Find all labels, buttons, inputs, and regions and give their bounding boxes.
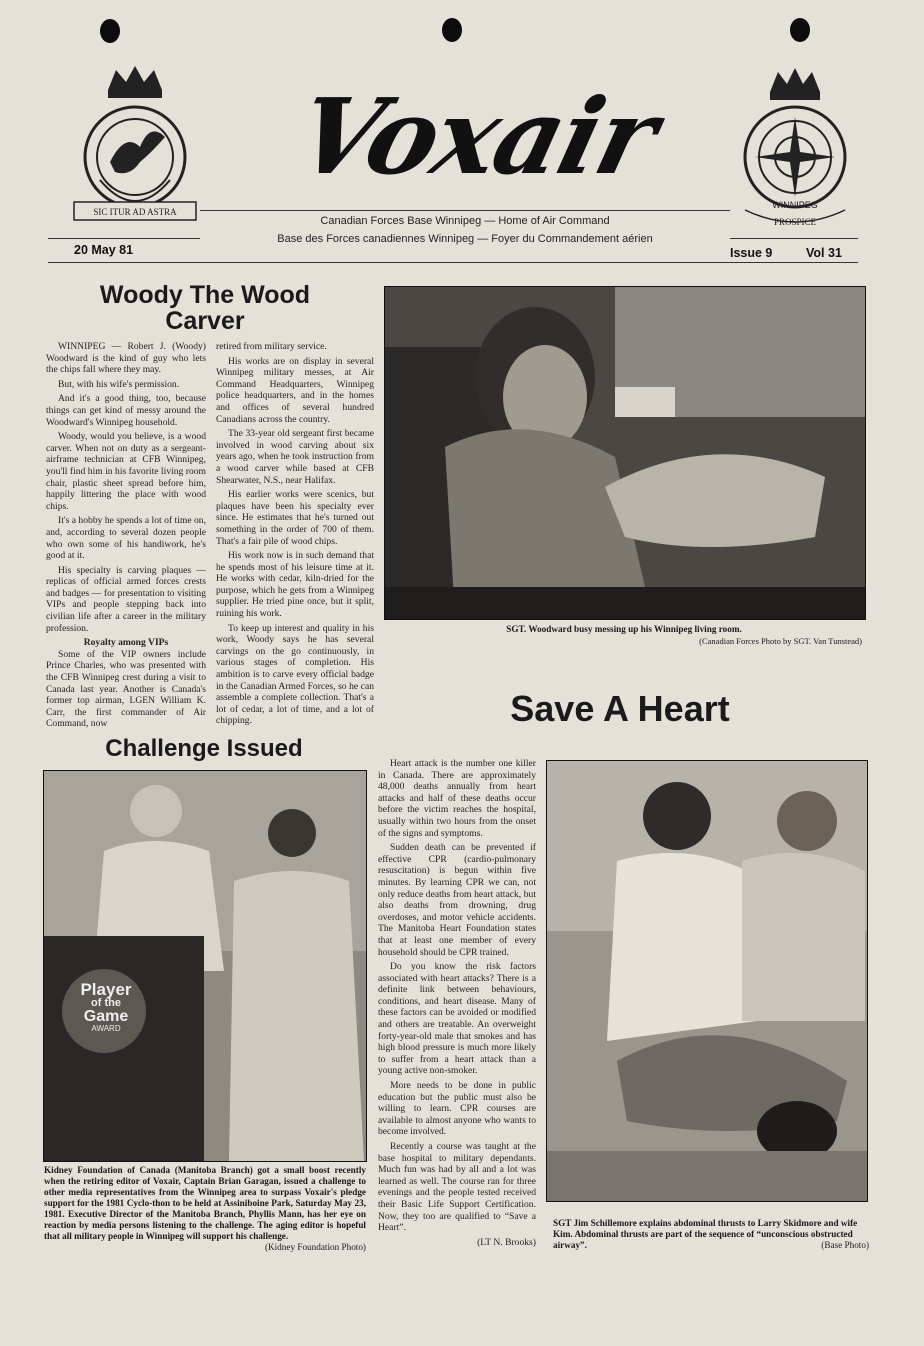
paragraph: More needs to be done in public education but the public must also be willing to learn. CPR courses are available to almost anyone who wants to become involved.	[378, 1080, 536, 1138]
paragraph: His work now is in such demand that he spends most of his leisure time at it. He works with cedar, kiln-dried for the purpose, which he gets from a Winnipeg supplier. He tried pine once, but it split, ruining his work.	[216, 550, 374, 620]
woody-headline: Woody The Wood Carver	[99, 281, 311, 336]
paragraph: Do you know the risk factors associated with heart attacks? There is a definite link between behaviours, conditions, and heart disease. Many of these factors can be avoided or modified and others are treatable. An overweight forty-year-old male that smokes and has high blood pressure is much more likely to suffer from a heart attack than a young active non-smoker.	[378, 961, 536, 1077]
challenge-caption	[44, 1165, 366, 1253]
air-command-crest-icon	[70, 62, 200, 228]
punch-hole	[100, 19, 120, 43]
paragraph: His specialty is carving plaques — replicas of official armed forces crests and badges — for presentation to visiting VIPs and people stepping back into civilian life after a career in the military profession.	[46, 564, 206, 634]
volume-number: Vol 31	[806, 246, 842, 260]
heart-photo	[546, 760, 868, 1202]
paragraph: It's a hobby he spends a lot of time on, and, according to several dozen people who own some of his handiwork, he's good at it.	[46, 515, 206, 562]
paragraph: retired from military service.	[216, 341, 327, 352]
paragraph: The 33-year old sergeant first became involved in wood carving about six years ago, when he took instruction from a wood carver while based at CFB Shearwater, N.S., near Halifax.	[216, 428, 374, 486]
heart-credit: (Base Photo)	[821, 1240, 869, 1250]
challenge-headline: Challenge Issued	[105, 735, 303, 762]
podium-sign	[66, 981, 146, 1033]
sign-line: AWARD	[91, 1024, 121, 1033]
issue-date: 20 May 81	[74, 243, 134, 257]
masthead-tagline-fr: Base des Forces canadiennes Winnipeg — Foyer du Commandement aérien	[200, 233, 730, 245]
woody-column-1	[46, 341, 206, 733]
right-crest-motto: PROSPICE	[773, 217, 817, 227]
paragraph: Woody, would you believe, is a wood carver. When not on duty as a sergeant-airframe technician at CFB Winnipeg, you'll find him in his favorite living room chair, plastic sheet spread before him, happily littering the place with wood chips.	[46, 431, 206, 512]
punch-hole	[442, 18, 462, 42]
paragraph: To keep up interest and quality in his work, Woody says he has several carvings on the go continuously, in various stages of completion. His ambition is to carve every official badge in the Canadian Armed Forces, so he can assemble a complete collection. That's a lot of cedar, a lot of time, and a lot of chipping.	[216, 622, 374, 727]
sign-line: of the	[91, 997, 121, 1009]
heart-caption	[553, 1218, 869, 1251]
paragraph: WINNIPEG — Robert J. (Woody) Woodward is the kind of guy who lets the chips fall where they may.	[46, 341, 206, 376]
paragraph: And it's a good thing, too, because things can get kind of messy around the Woodward's Winnipeg household.	[46, 393, 206, 428]
right-crest-text: WINNIPEG	[772, 200, 818, 210]
sign-line: Player	[80, 980, 132, 999]
heart-caption-text: SGT Jim Schillemore explains abdominal thrusts to Larry Skidmore and wife Kim. Abdominal thrusts are part of the sequence of “unconscious obstructed airway”.	[553, 1218, 858, 1250]
punch-hole	[790, 18, 810, 42]
paragraph: But, with his wife's permission.	[58, 378, 180, 390]
challenge-credit: (Kidney Foundation Photo)	[264, 1242, 366, 1252]
heart-column	[378, 758, 536, 1258]
masthead-title: Voxair	[284, 75, 668, 198]
woody-photo-credit: (Canadian Forces Photo by SGT. Van Tunstead)	[699, 636, 862, 646]
heart-byline: (LT N. Brooks)	[477, 1236, 536, 1248]
sign-line: Game	[83, 1008, 129, 1025]
paragraph: His works are on display in several Winnipeg military messes, at Air Command Headquarters, Winnipeg police headquarters, and in the homes and offices of several hundred Canadians across the country.	[216, 355, 374, 425]
woody-column-2	[216, 341, 374, 733]
issue-number: Issue 9	[730, 246, 773, 260]
paragraph: Recently a course was taught at the base hospital to military dependants. Much fun was had by all and a lot was learned as well. The course ran for three evenings and the people tested received their Basic Life Support Certification. Now, they too are qualified to “Save a Heart”.	[378, 1141, 536, 1234]
heart-headline: Save A Heart	[510, 688, 730, 729]
challenge-photo	[43, 770, 367, 1162]
woody-photo-caption	[384, 624, 864, 635]
paragraph: Sudden death can be prevented if effective CPR (cardio-pulmonary resuscitation) is begun within five minutes. By learning CPR we can, not only reduce deaths from heart attack, but also deaths from drowning, drug overdoses, and motor vehicle accidents. The Manitoba Heart Foundation states that at least one member of every household should be CPR trained.	[378, 842, 536, 958]
woody-subhead: Royalty among VIPs	[83, 637, 169, 649]
paragraph: His earlier works were scenics, but plaques have been his specialty ever since. He estimates that he's turned out something in the order of 700 of them. That's a fair pile of wood chips.	[216, 489, 374, 547]
paragraph: Heart attack is the number one killer in Canada. There are approximately 48,000 deaths annually from heart attacks and half of these deaths occur before the victim reaches the hospital, usually within two hours from the onset of the signs and symptoms.	[378, 758, 536, 839]
cfb-winnipeg-crest-icon	[730, 62, 860, 232]
woody-caption-text: SGT. Woodward busy messing up his Winnipeg living room.	[506, 624, 742, 634]
left-crest-motto: SIC ITUR AD ASTRA	[93, 207, 177, 217]
woody-photo	[384, 286, 866, 620]
challenge-caption-text: Kidney Foundation of Canada (Manitoba Branch) got a small boost recently when the retiring editor of Voxair, Captain Brian Garagan, issued a challenge to other media representatives from the Winnipeg area to surpass Voxair's pledge support for the 1981 Cyclo-thon to be held at Assiniboine Park, Saturday May 23, 1981. Executive Director of the Manitoba Branch, Phyllis Mann, has her eye on reaction by media persons listening to the challenge. The aging editor is hopeful that all military people in Winnipeg will support his challenge.	[44, 1165, 366, 1241]
paragraph: Some of the VIP owners include Prince Charles, who was presented with the CFB Winnipeg crest during a visit to Canada last year. Another is Canada's former top airman, LGEN William K. Carr, the first commander of Air Command, now	[46, 648, 206, 730]
masthead-tagline-en: Canadian Forces Base Winnipeg — Home of Air Command	[320, 215, 610, 227]
